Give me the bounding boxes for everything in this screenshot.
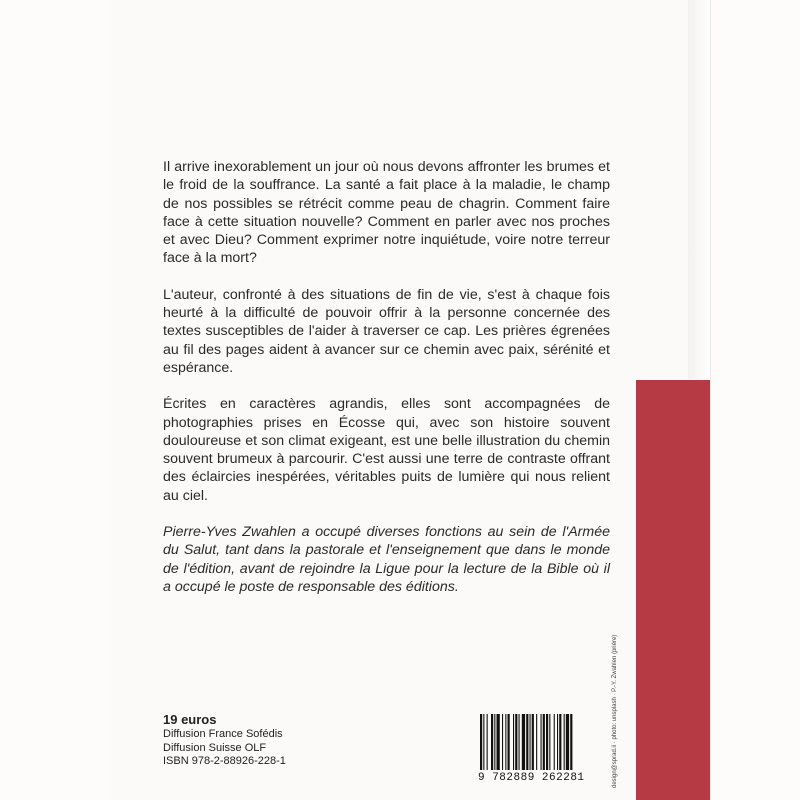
blurb-paragraph-2: L'auteur, confronté à des situations de fin de vie, s'est à chaque fois heurté à la difficulté de pouvoir offrir à la personne concernée des textes susceptibles de l'aider à traverser ce cap. Les prières égrenées au fil des pages aident à avancer sur ce chemin avec paix, sérénité et espérance. [163,286,610,376]
barcode-icon [478,714,604,770]
isbn: ISBN 978-2-88926-228-1 [163,755,286,767]
distribution-suisse: Diffusion Suisse OLF [163,741,267,754]
author-bio: Pierre-Yves Zwahlen a occupé diverses fonctions au sein de l'Armée du Salut, tant dans la pastorale et l'enseignement que dans le monde de l'édition, avant de rejoindre la Ligue pour la lecture de la Bible où il a occupé le poste de responsable des éditions. [163,524,610,595]
publication-info [163,712,286,769]
blurb-paragraph-3: Écrites en caractères agrandis, elles sont accompagnées de photographies prises en Écosse qui, avec son histoire souvent douloureuse et son climat exigeant, est une belle illustration du chemin souvent brumeux à parcourir. C'est aussi une terre de contraste offrant des éclaircies inespérées, véritables puits de lumière qui nous relient au ciel. [163,396,610,504]
red-accent-band [636,380,710,800]
blurb-text [163,158,610,614]
distribution-france: Diffusion France Sofédis [163,728,283,740]
photo-credits: design@sprad.ii · photo: unsplash · P.-Y. Zwahlen (prière) [612,634,618,788]
price: 19 euros [163,712,217,727]
blurb-paragraph-1: Il arrive inexorablement un jour où nous devons affronter les brumes et le froid de la souffrance. La santé a fait place à la maladie, le champ de nos possibles se rétrécit comme peau de chagrin. Comment faire face à cette situation nouvelle? Comment en parler avec nos proches et avec Dieu? Comment exprimer notre inquiétude, voire notre terreur face à la mort? [163,159,610,267]
barcode-number: 9 782889 262281 [478,772,585,784]
